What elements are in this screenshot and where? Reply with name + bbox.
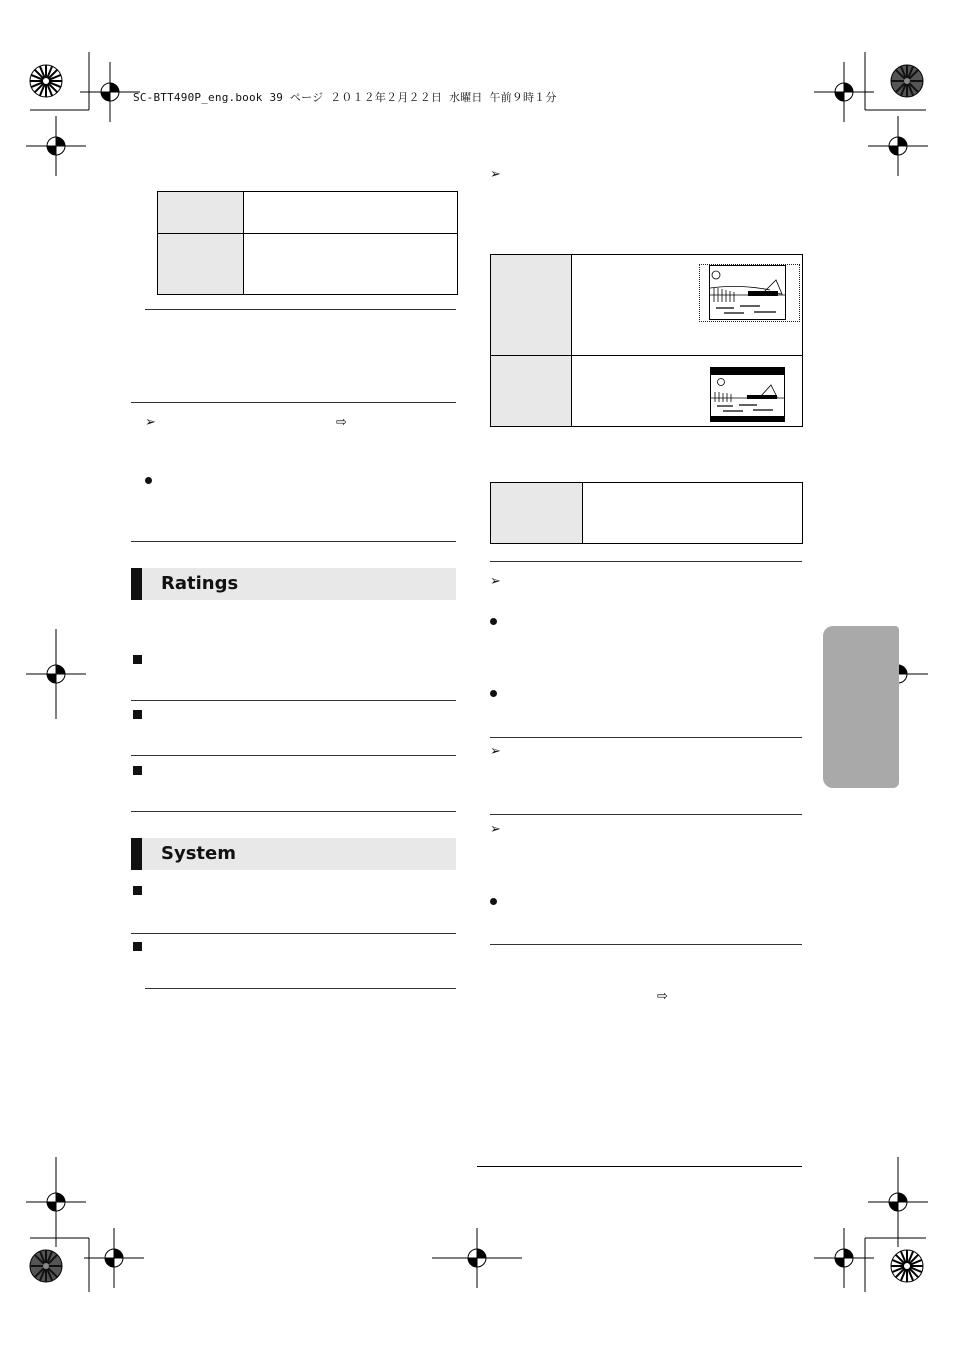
crosshair-registration-mark bbox=[868, 1157, 928, 1247]
divider bbox=[145, 309, 456, 310]
page-reference-arrow: ⇨ bbox=[657, 989, 668, 1004]
crosshair-registration-mark bbox=[868, 116, 928, 176]
divider bbox=[490, 814, 802, 815]
crosshair-registration-mark bbox=[26, 1157, 86, 1247]
divider bbox=[131, 541, 456, 542]
starburst-registration-mark bbox=[890, 64, 924, 98]
table-label-column bbox=[491, 483, 583, 543]
section-title: Ratings bbox=[161, 573, 239, 594]
settings-table-2 bbox=[490, 482, 803, 544]
crosshair-registration-mark bbox=[814, 1228, 874, 1288]
section-title: System bbox=[161, 843, 236, 864]
section-header-system bbox=[131, 838, 456, 870]
crosshair-registration-mark bbox=[432, 1228, 522, 1288]
bullet bbox=[490, 618, 497, 625]
starburst-registration-mark bbox=[29, 1249, 63, 1283]
crosshair-registration-mark bbox=[80, 62, 140, 122]
divider bbox=[131, 700, 456, 701]
section-accent-bar bbox=[131, 838, 142, 870]
item-marker-square bbox=[133, 886, 142, 895]
option-marker-arrow: ➢ bbox=[145, 415, 156, 430]
bullet bbox=[145, 477, 152, 484]
item-marker-square bbox=[133, 766, 142, 775]
divider bbox=[131, 402, 456, 403]
table-label-column bbox=[491, 255, 572, 426]
option-marker-arrow: ➢ bbox=[490, 822, 501, 837]
harbor-scene-illustration bbox=[711, 368, 785, 422]
crosshair-registration-mark bbox=[26, 116, 86, 176]
crosshair-registration-mark bbox=[814, 62, 874, 122]
divider bbox=[490, 561, 802, 562]
print-header-file-info: SC-BTT490P_eng.book 39 ページ ２０１２年２月２２日 水曜日 午前９時１分 bbox=[133, 91, 557, 104]
option-marker-arrow: ➢ bbox=[490, 574, 501, 589]
section-accent-bar bbox=[131, 568, 142, 600]
option-marker-arrow: ➢ bbox=[490, 744, 501, 759]
divider bbox=[131, 811, 456, 812]
divider bbox=[490, 944, 802, 945]
crosshair-registration-mark bbox=[84, 1228, 144, 1288]
aspect-table bbox=[490, 254, 803, 427]
table-row-separator bbox=[158, 233, 457, 234]
bullet bbox=[490, 898, 497, 905]
divider bbox=[131, 933, 456, 934]
harbor-scene-illustration bbox=[710, 266, 786, 320]
letterbox-screen-illustration bbox=[710, 367, 785, 422]
divider bbox=[490, 737, 802, 738]
divider bbox=[145, 988, 456, 989]
item-marker-square bbox=[133, 942, 142, 951]
bullet bbox=[490, 690, 497, 697]
starburst-registration-mark bbox=[890, 1249, 924, 1283]
crosshair-registration-mark bbox=[26, 629, 86, 719]
divider bbox=[131, 755, 456, 756]
item-marker-square bbox=[133, 710, 142, 719]
side-tab bbox=[823, 626, 899, 788]
settings-table-1 bbox=[157, 191, 458, 295]
starburst-registration-mark bbox=[29, 64, 63, 98]
footer-rule bbox=[477, 1166, 802, 1167]
table-row-separator bbox=[491, 355, 802, 356]
page-reference-arrow: ⇨ bbox=[336, 415, 347, 430]
section-header-ratings bbox=[131, 568, 456, 600]
option-marker-arrow: ➢ bbox=[490, 167, 501, 182]
pillarbox-screen-illustration bbox=[709, 265, 786, 320]
table-label-column bbox=[158, 192, 244, 294]
item-marker-square bbox=[133, 655, 142, 664]
